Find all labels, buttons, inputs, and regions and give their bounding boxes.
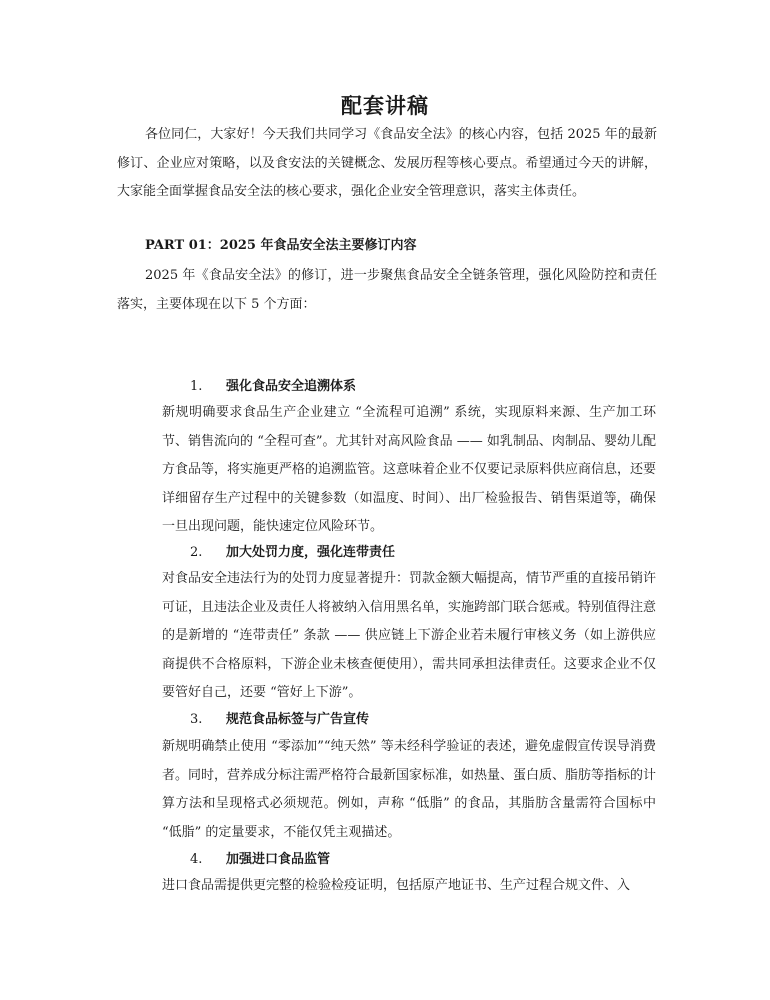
page-title: 配套讲稿 [341,93,429,118]
list-item-title: 规范食品标签与广告宣传 [226,712,370,727]
list-item-body: 进口食品需提供更完整的检验检疫证明，包括原产地证书、生产过程合规文件、入 [162,878,631,893]
list-item-body: 新规明确禁止使用 “零添加”“纯天然” 等未经科学验证的表述，避免虚假宣传误导消费者。同时，营养成分标注需严格符合最新国家标准，如热量、蛋白质、脂肪等指标的计算方法和呈现格式必须规范。例如，声称 “低脂” 的食品，其脂肪含量需符合国标中 “低脂” 的定量要求，不能仅凭主观描述。 [162,739,657,840]
list-item-number: 4. [190,852,203,867]
list-item-heading [190,850,330,870]
list-item-title: 加大处罚力度，强化连带责任 [226,545,396,560]
list-item-heading [190,543,395,563]
list-item-number: 1. [190,379,203,394]
section-intro-paragraph: 2025 年《食品安全法》的修订，进一步聚焦食品安全全链条管理，强化风险防控和责任落实，主要体现在以下 5 个方面： [117,268,657,312]
list-item-body: 新规明确要求食品生产企业建立 “全流程可追溯” 系统，实现原料来源、生产加工环节、销售流向的 “全程可查”。尤其针对高风险食品 —— 如乳制品、肉制品、婴幼儿配方食品等，将实施更严格的追溯监管。这意味着企业不仅要记录原料供应商信息，还要详细留存生产过程中的关键参数（如温度、时间）、出厂检验报告、销售渠道等，确保一旦出现问题，能快速定位风险环节。 [162,405,657,534]
section-heading: PART 01：2025 年食品安全法主要修订内容 [145,238,417,253]
list-item-title: 加强进口食品监管 [226,852,331,867]
list-item-heading [190,377,356,397]
list-item-title: 强化食品安全追溯体系 [226,379,357,394]
list-item-number: 3. [190,712,203,727]
list-item-heading [190,710,369,730]
list-item-body: 对食品安全违法行为的处罚力度显著提升：罚款金额大幅提高，情节严重的直接吊销许可证，且违法企业及责任人将被纳入信用黑名单，实施跨部门联合惩戒。特别值得注意的是新增的 “连带责任” 条款 —— 供应链上下游企业若未履行审核义务（如上游供应商提供不合格原料，下游企业未核查便使用），需共同承担法律责任。这要求企业不仅要管好自己，还要 “管好上下游”。 [162,571,657,700]
list-item-number: 2. [190,545,203,560]
intro-paragraph: 各位同仁，大家好！今天我们共同学习《食品安全法》的核心内容，包括 2025 年的最新修订、企业应对策略，以及食安法的关键概念、发展历程等核心要点。希望通过今天的讲解，大家能全面掌握食品安全法的核心要求，强化企业安全管理意识，落实主体责任。 [117,127,657,199]
